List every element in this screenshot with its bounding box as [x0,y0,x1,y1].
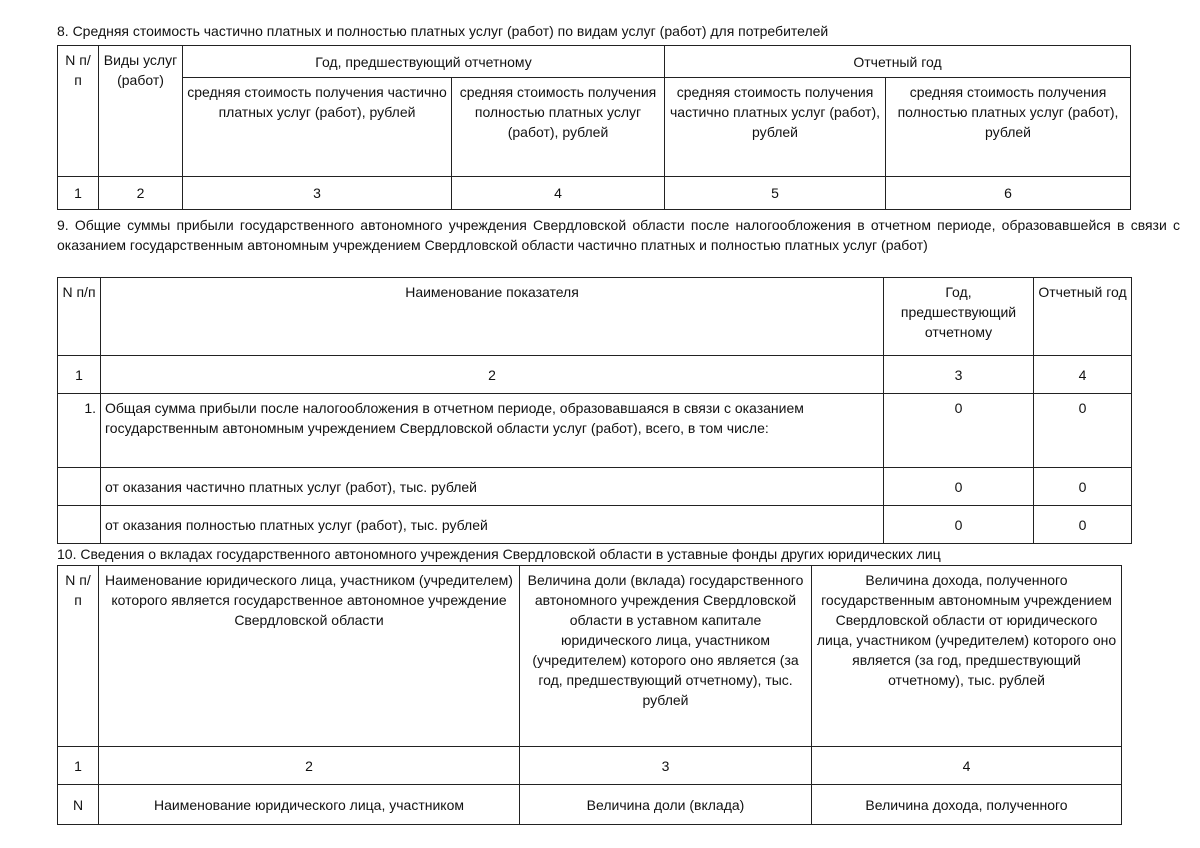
col-number: 3 [884,356,1034,394]
col-number: 3 [520,747,812,785]
col-number: 4 [452,177,665,210]
col-number: 6 [886,177,1131,210]
row-num: N [58,785,99,825]
col-number: 4 [1034,356,1132,394]
header-share: Величина доли (вклада) государственного автономного учреждения Свердловской области в уставном капитале юридического лица, участником (учредителем) которого оно является (за год, предшествующий отчетному), тыс. рублей [520,566,812,747]
table-row [58,785,1122,825]
header-indicator-name: Наименование показателя [101,278,884,356]
header-rep-partial: средняя стоимость получения частично платных услуг (работ), рублей [665,78,886,177]
row-report-value: 0 [1034,394,1132,468]
row-prev-value: 0 [884,506,1034,544]
header-prev-partial: средняя стоимость получения частично платных услуг (работ), рублей [183,78,452,177]
header-entity-name: Наименование юридического лица, участником (учредителем) которого является государственное автономное учреждение Свердловской области [99,566,520,747]
header-num: N п/п [58,46,99,177]
header-service-types: Виды услуг (работ) [99,46,183,177]
row-share: Величина доли (вклада) [520,785,812,825]
section-10-title: 10. Сведения о вкладах государственного автономного учреждения Свердловской области в уставные фонды других юридических лиц [57,546,941,562]
table-contributions [57,565,1122,825]
row-income: Величина дохода, полученного [812,785,1122,825]
section-8-title: 8. Средняя стоимость частично платных и полностью платных услуг (работ) по видам услуг (работ) для потребителей [57,23,829,39]
col-number: 2 [99,747,520,785]
col-number: 5 [665,177,886,210]
header-report-year: Отчетный год [665,46,1131,78]
header-rep-full: средняя стоимость получения полностью платных услуг (работ), рублей [886,78,1131,177]
table-row [58,468,1132,506]
col-number: 1 [58,747,99,785]
row-report-value: 0 [1034,506,1132,544]
header-report-year: Отчетный год [1034,278,1132,356]
row-entity-name: Наименование юридического лица, участником [99,785,520,825]
table-row [58,506,1132,544]
col-number: 2 [101,356,884,394]
col-number: 2 [99,177,183,210]
header-prev-year: Год, предшествующий отчетному [884,278,1034,356]
row-prev-value: 0 [884,468,1034,506]
row-prev-value: 0 [884,394,1034,468]
row-num: 1. [58,394,101,468]
header-prev-year: Год, предшествующий отчетному [183,46,665,78]
col-number: 1 [58,356,101,394]
table-row [58,394,1132,468]
table-average-cost [57,45,1131,210]
col-number: 4 [812,747,1122,785]
row-name: Общая сумма прибыли после налогообложения в отчетном периоде, образовавшаяся в связи с оказанием государственным автономным учреждением Свердловской области услуг (работ), всего, в том числе: [101,394,884,468]
header-prev-full: средняя стоимость получения полностью платных услуг (работ), рублей [452,78,665,177]
row-num [58,468,101,506]
row-report-value: 0 [1034,468,1132,506]
col-number: 1 [58,177,99,210]
row-name: от оказания частично платных услуг (работ), тыс. рублей [101,468,884,506]
table-profit [57,277,1132,544]
header-num: N п/п [58,566,99,747]
row-num [58,506,101,544]
section-9-title: 9. Общие суммы прибыли государственного автономного учреждения Свердловской области после налогообложения в отчетном периоде, образовавшейся в связи с оказанием государственным автономным учреждением Свердловской области частично платных и полностью платных услуг (работ) [57,217,1180,253]
col-number: 3 [183,177,452,210]
header-num: N п/п [58,278,101,356]
row-name: от оказания полностью платных услуг (работ), тыс. рублей [101,506,884,544]
header-income: Величина дохода, полученного государственным автономным учреждением Свердловской области от юридического лица, участником (учредителем) которого оно является (за год, предшествующий отчетному), тыс. рублей [812,566,1122,747]
